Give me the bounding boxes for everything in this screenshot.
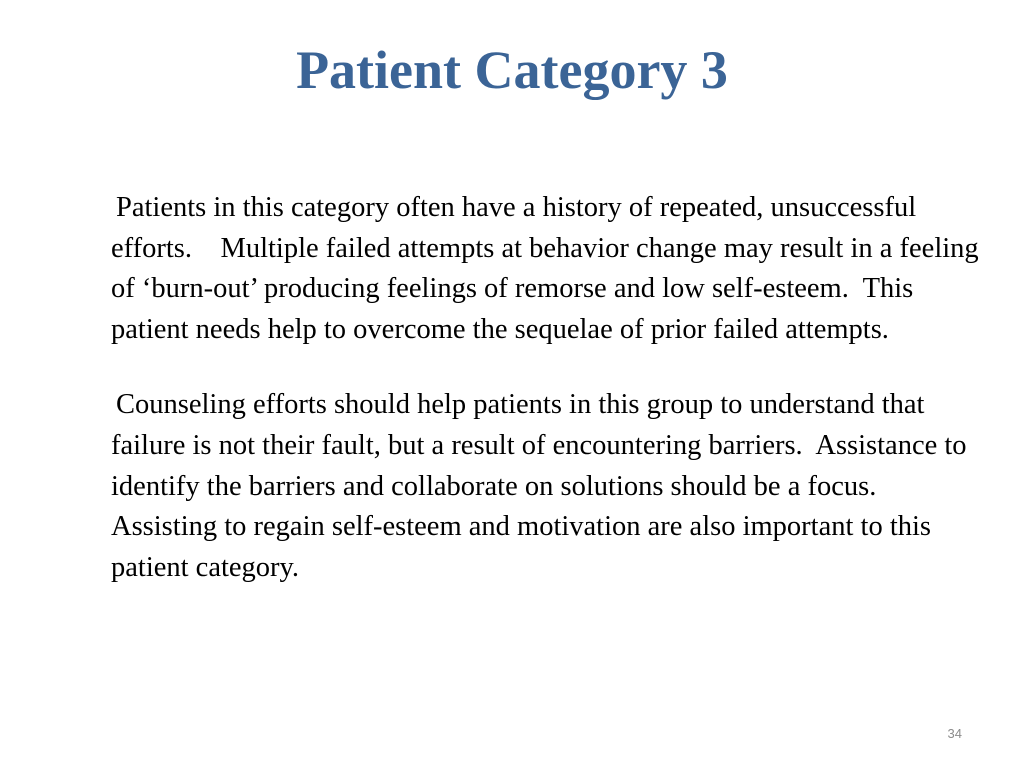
slide-body [111,188,986,588]
paragraph-history: Patients in this category often have a history of repeated, unsuccessful efforts. Multiple failed attempts at behavior change may result in a feeling of ‘burn-out’ producing feelings of remorse and low self-esteem. This patient needs help to overcome the sequelae of prior failed attempts. [111,192,986,345]
slide-title: Patient Category 3 [296,40,728,100]
paragraph-counseling: Counseling efforts should help patients in this group to understand that failure is not their fault, but a result of encountering barriers. Assistance to identify the barriers and collaborate on solutions should be a focus. Assisting to regain self-esteem and motivation are also important to this patient category. [111,389,974,583]
slide-number: 34 [947,726,962,741]
